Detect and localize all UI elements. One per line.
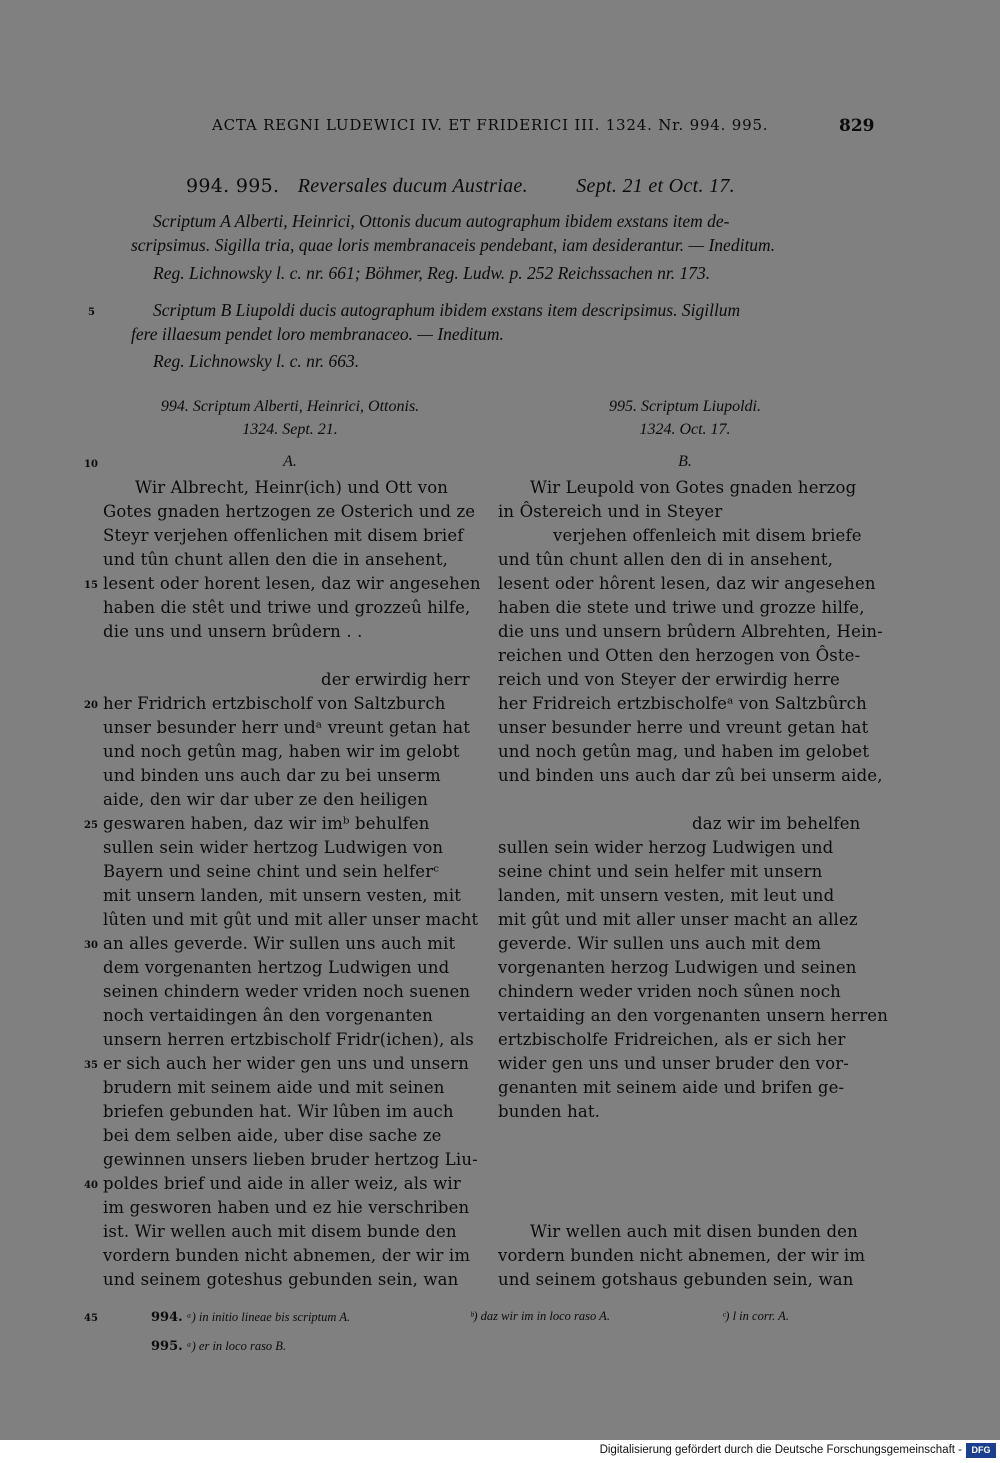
text-line: brudern mit seinem aide und mit seinen [103,1078,445,1097]
text-line: seine chint und sein helfer mit unsern [498,862,823,881]
text-line: und seinem gotshaus gebunden sein, wan [498,1270,854,1289]
margin-number: 20 [84,700,98,711]
footer-bar [0,1440,1000,1463]
text-line: daz wir im behelfen [692,814,861,833]
margin-number: 35 [84,1060,98,1071]
footnote-label: 995. [151,1339,183,1354]
text-line: die uns und unsern brûdern . . [103,622,363,641]
text-line: her Fridreich ertzbischolfeᵃ von Saltzbûrch [498,694,867,713]
margin-number: 15 [84,580,98,591]
text-line: dem vorgenanten hertzog Ludwigen und [103,958,450,977]
text-line: briefen gebunden hat. Wir lûben im auch [103,1102,454,1121]
margin-number: 25 [84,820,98,831]
text-line: landen, mit unsern vesten, mit leut und [498,886,835,905]
intro-a-line: Scriptum A Alberti, Heinrici, Ottonis ducum autographum ibidem exstans item de- [153,211,730,231]
document-number: 994. 995. [186,175,280,197]
intro-a-line: scripsimus. Sigilla tria, quae loris membranaceis pendebant, iam desiderantur. — Ineditum. [131,235,776,255]
right-column-date: 1324. Oct. 17. [639,421,731,438]
text-line: im gesworen haben und ez hie verschriben [103,1198,470,1217]
text-line: und noch getûn mag, und haben im gelobet [498,742,870,761]
text-line: poldes brief und aide in aller weiz, als wir [103,1174,461,1193]
intro-b-line: Reg. Lichnowsky l. c. nr. 663. [153,351,360,371]
text-line: vertaiding an den vorgenanten unsern herren [498,1006,888,1025]
running-head: ACTA REGNI LUDEWICI IV. ET FRIDERICI III. 1324. Nr. 994. 995. [212,116,769,134]
text-line: gewinnen unsers lieben bruder hertzog Liu- [103,1150,478,1169]
footnote-text: ᶜ) l in corr. A. [722,1309,789,1323]
text-line: genanten mit seinem aide und brifen ge- [498,1078,845,1097]
text-line: und tûn chunt allen den di in ansehent, [498,550,834,569]
text-line: ertzbischolfe Fridreichen, als er sich her [498,1030,846,1049]
page-number: 829 [839,116,875,136]
text-line: in Ôstereich und in Steyer [498,502,723,521]
text-line: Wir Albrecht, Heinr(ich) und Ott von [135,478,449,497]
text-line: wider gen uns und unser bruder den vor- [498,1054,850,1073]
text-line: reichen und Otten den herzogen von Ôste- [498,646,861,665]
margin-number: 5 [88,307,95,318]
text-line: geverde. Wir sullen uns auch mit dem [498,934,822,953]
margin-number: 45 [84,1313,98,1324]
text-line: und noch getûn mag, haben wir im gelobt [103,742,460,761]
text-line: lesent oder hôrent lesen, daz wir angesehen [498,574,876,593]
document-title: Reversales ducum Austriae. [297,175,528,197]
text-line: lesent oder horent lesen, daz wir angesehen [103,574,481,593]
dfg-logo: DFG [966,1443,996,1458]
text-line: Wir Leupold von Gotes gnaden herzog [530,478,857,497]
footnote-text: ᵇ) daz wir im in loco raso A. [470,1309,610,1323]
text-line: an alles geverde. Wir sullen uns auch mit [103,934,456,953]
intro-b-line: Scriptum B Liupoldi ducis autographum ibidem exstans item descripsimus. Sigillum [153,300,741,320]
funding-credit: Digitalisierung gefördert durch die Deutsche Forschungsgemeinschaft - [599,1444,962,1456]
footnote-text: ᵃ) er in loco raso B. [186,1339,287,1353]
margin-number: 10 [84,459,98,470]
intro-a-line: Reg. Lichnowsky l. c. nr. 661; Böhmer, Reg. Ludw. p. 252 Reichssachen nr. 173. [153,263,711,283]
margin-number: 30 [84,940,98,951]
left-column-siglum: A. [283,453,297,470]
text-line: sullen sein wider hertzog Ludwigen von [103,838,444,857]
text-line: Steyr verjehen offenlichen mit disem brief [103,526,464,545]
text-line: und seinem goteshus gebunden sein, wan [103,1270,459,1289]
left-column-heading: 994. Scriptum Alberti, Heinrici, Ottonis. [160,398,420,415]
text-line: Gotes gnaden hertzogen ze Osterich und ze [103,502,476,521]
text-line: vordern bunden nicht abnemen, der wir im [498,1246,866,1265]
footnote-label: 994. [151,1310,183,1325]
text-line: verjehen offenleich mit disem briefe [553,526,862,545]
text-line: er sich auch her wider gen uns und unsern [103,1054,470,1073]
text-line: aide, den wir dar uber ze den heiligen [103,790,429,809]
text-line: geswaren haben, daz wir imᵇ behulfen [103,814,430,833]
text-line: mit gût und mit aller unser macht an allez [498,910,858,929]
intro-b-line: fere illaesum pendet loro membranaceo. — Ineditum. [131,324,504,344]
footnote-994 [151,1309,350,1325]
text-line: und tûn chunt allen den die in ansehent, [103,550,448,569]
text-line: vorgenanten herzog Ludwigen und seinen [498,958,857,977]
left-column-date: 1324. Sept. 21. [242,421,338,438]
text-line: haben die stete und triwe und grozze hilfe, [498,598,865,617]
right-column-siglum: B. [678,453,692,470]
text-line: seinen chindern weder vriden noch suenen [103,982,471,1001]
text-line: sullen sein wider herzog Ludwigen und [498,838,834,857]
text-line: her Fridrich ertzbischolf von Saltzburch [103,694,446,713]
text-line: die uns und unsern brûdern Albrehten, Hein- [498,622,883,641]
document-dates: Sept. 21 et Oct. 17. [576,175,735,197]
text-line: bei dem selben aide, uber dise sache ze [103,1126,442,1145]
text-line: mit unsern landen, mit unsern vesten, mit [103,886,462,905]
footnote-995 [151,1338,286,1354]
right-column-heading: 995. Scriptum Liupoldi. [608,398,761,415]
text-line: unser besunder herre und vreunt getan hat [498,718,869,737]
text-line: noch vertaidingen ân den vorgenanten [103,1006,433,1025]
footnote-text: ᵃ) in initio lineae bis scriptum A. [186,1310,351,1324]
text-line: chindern weder vriden noch sûnen noch [498,982,841,1001]
text-line: bunden hat. [498,1102,601,1121]
text-line: unsern herren ertzbischolf Fridr(ichen), als [103,1030,474,1049]
text-line: lûten und mit gût und mit aller unser macht [103,910,479,929]
document-heading [186,175,735,198]
margin-number: 40 [84,1180,98,1191]
text-line: und binden uns auch dar zu bei unserm [103,766,441,785]
text-line: Bayern und seine chint und sein helferᶜ [103,862,440,881]
text-line: unser besunder herr undᵃ vreunt getan hat [103,718,470,737]
text-line: vordern bunden nicht abnemen, der wir im [103,1246,471,1265]
text-line: haben die stêt und triwe und grozzeû hilfe, [103,598,471,617]
text-line: Wir wellen auch mit disen bunden den [530,1222,858,1241]
text-line: ist. Wir wellen auch mit disem bunde den [103,1222,457,1241]
text-line: der erwirdig herr [321,670,470,689]
text-line: reich und von Steyer der erwirdig herre [498,670,840,689]
text-line: und binden uns auch dar zû bei unserm aide, [498,766,883,785]
